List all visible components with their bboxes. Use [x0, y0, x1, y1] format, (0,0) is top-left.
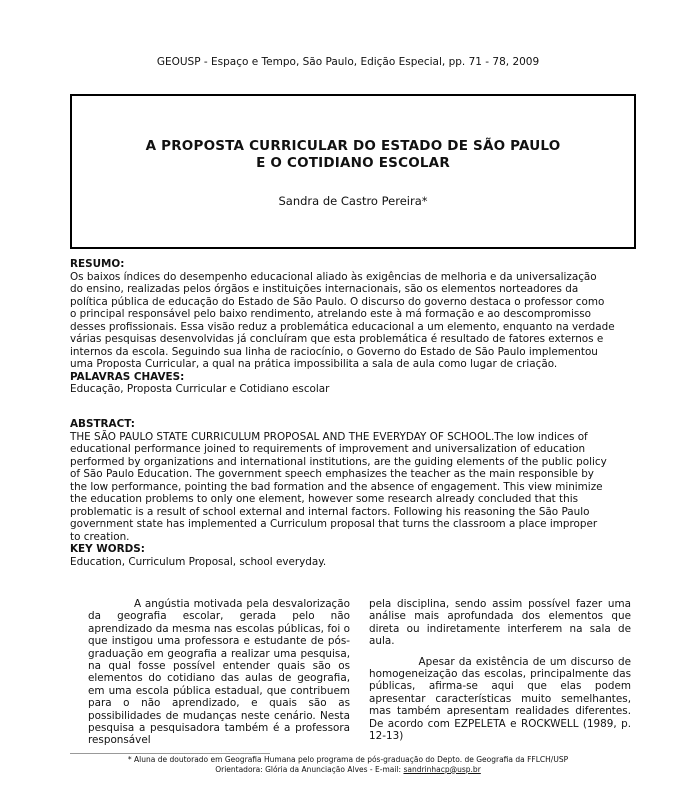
- body-right-column: [369, 598, 635, 743]
- author: Sandra de Castro Pereira*: [278, 194, 428, 208]
- abstract-label: ABSTRACT:: [70, 418, 135, 430]
- resumo-section: [70, 258, 646, 396]
- abstract-section: [70, 418, 646, 568]
- title-line-2: E O COTIDIANO ESCOLAR: [256, 155, 450, 171]
- abstract-text: THE SÃO PAULO STATE CURRICULUM PROPOSAL AND THE EVERYDAY OF SCHOOL.The low indices of educational performance joined to requirements of improvement and universalization of education performed by organizations and international institutions, are the guiding elements of the public policy of São Paulo Education. The government speech emphasizes the teacher as the main responsible by the low performance, pointing the bad formation and the absence of engagement. This view minimize the education problems to only one element, however some research already concluded that this problematic is a result of school external and internal factors. Following his reasoning the São Paulo government state has implemented a Curriculum proposal that turns the classroom a place improper to creation.: [70, 430, 607, 543]
- resumo-text: Os baixos índices do desempenho educacional aliado às exigências de melhoria e da universalização do ensino, realizadas pelos órgãos e instituições internacionais, são os elementos norteadores da política pública de educação do Estado de São Paulo. O discurso do governo destaca o professor como o principal responsável pelo baixo rendimento, atrelando este à má formação e ao descompromisso desses profissionais. Essa visão reduz a problemática educacional a um elemento, enquanto na verdade várias pesquisas desenvolvidas já concluíram que esta problemática é resultado de fatores externos e internos da escola. Seguindo sua linha de raciocínio, o Governo do Estado de São Paulo implementou uma Proposta Curricular, a qual na prática impossibilita a sala de aula como lugar de criação.: [70, 270, 615, 370]
- key-words-label: KEY WORDS:: [70, 543, 145, 555]
- article-title: [72, 138, 634, 172]
- key-words-text: Education, Curriculum Proposal, school everyday.: [70, 555, 327, 568]
- footnote-line-2: [0, 765, 696, 775]
- palavras-chaves-text: Educação, Proposta Curricular e Cotidiano escolar: [70, 383, 330, 395]
- right-paragraph-2: Apesar da existência de um discurso de homogeneização das escolas, principalmente das públicas, afirma-se aqui que elas podem apresentar características muito semelhantes, mas também apresentam realidades diferentes. De acordo com EZPELETA e ROCKWELL (1989, p. 12-13): [369, 655, 635, 743]
- resumo-label: RESUMO:: [70, 258, 125, 270]
- right-paragraph-1: pela disciplina, sendo assim possível fazer uma análise mais aprofundada dos elementos que direta ou indiretamente interferem na sala de aula.: [369, 598, 631, 648]
- title-box: [70, 94, 636, 249]
- footnote-email-link[interactable]: sandrinhacp@usp.br: [403, 764, 481, 774]
- running-head: GEOUSP - Espaço e Tempo, São Paulo, Edição Especial, pp. 71 - 78, 2009: [156, 56, 540, 68]
- footnote-line-1: * Aluna de doutorado em Geografia Humana pelo programa de pós-graduação do Depto. de Geografia da FFLCH/USP: [127, 755, 569, 764]
- footnote: [0, 755, 696, 774]
- body-left-column: A angústia motivada pela desvalorização da geografia escolar, gerada pelo não aprendizado da mesma nas escolas públicas, foi o que instigou uma professora e estudante de pós-graduação em geografia a realizar uma pesquisa, na qual fosse possível entender quais são os elementos do cotidiano das aulas de geografia, em uma escola pública estadual, que contribuem para o não aprendizado, e quais são as possibilidades de mudanças neste cenário. Nesta pesquisa a pesquisadora também é a professora responsável: [88, 598, 354, 747]
- title-line-1: A PROPOSTA CURRICULAR DO ESTADO DE SÃO PAULO: [145, 138, 561, 154]
- footnote-rule: [70, 753, 270, 754]
- footnote-advisor: Orientadora: Glória da Anunciação Alves - E-mail:: [215, 764, 404, 774]
- palavras-chaves-label: PALAVRAS CHAVES:: [70, 370, 185, 383]
